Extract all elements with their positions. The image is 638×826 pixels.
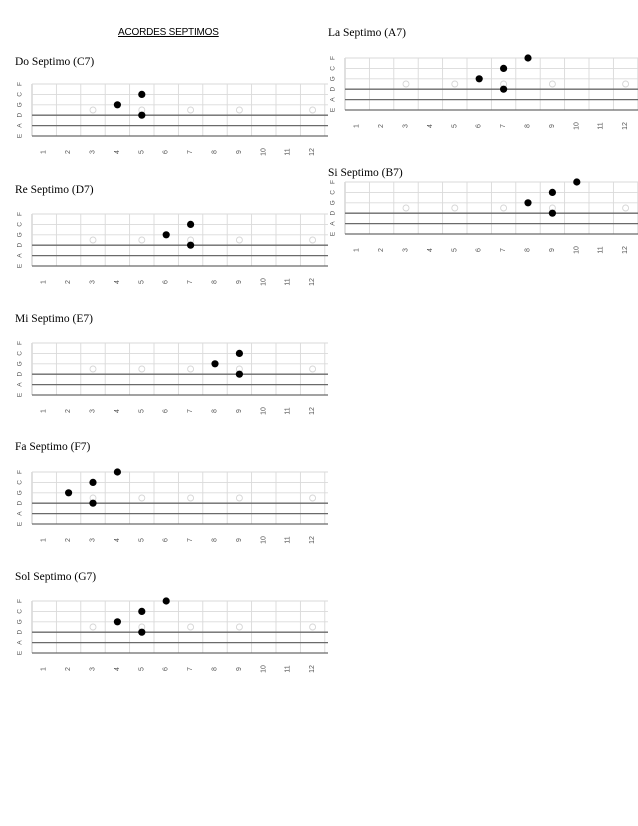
fret-number: 4 <box>113 150 121 154</box>
fret-number: 11 <box>284 665 292 673</box>
fret-number: 8 <box>524 248 532 252</box>
fret-number: 1 <box>40 280 48 284</box>
fret-number: 6 <box>162 280 170 284</box>
string-label: A <box>16 382 24 387</box>
fret-number: 9 <box>235 667 243 671</box>
string-label: G <box>16 361 24 367</box>
finger-dot <box>187 242 194 249</box>
finger-dot <box>476 75 483 82</box>
fret-number: 8 <box>211 409 219 413</box>
fret-number: 10 <box>260 536 268 544</box>
fret-number: 2 <box>65 280 73 284</box>
string-label: E <box>16 521 24 527</box>
fret-number: 1 <box>40 150 48 154</box>
fret-number: 1 <box>353 124 361 128</box>
fret-number: 12 <box>622 246 630 254</box>
fret-number: 7 <box>187 538 195 542</box>
fret-number: 2 <box>378 124 386 128</box>
fret-number: 1 <box>40 538 48 542</box>
chord-title-a7: La Septimo (A7) <box>328 27 406 39</box>
finger-dot <box>89 479 96 486</box>
chord-title-d7: Re Septimo (D7) <box>15 184 94 196</box>
string-label: D <box>329 86 337 92</box>
fret-number: 11 <box>284 148 292 156</box>
fret-number: 12 <box>309 665 317 673</box>
string-label: E <box>16 263 24 269</box>
fret-marker <box>90 237 96 243</box>
fret-number: 5 <box>451 124 459 128</box>
string-label: E <box>329 107 337 113</box>
fret-marker <box>90 624 96 630</box>
string-label: G <box>329 200 337 206</box>
fret-number: 5 <box>138 280 146 284</box>
fretboard-g7 <box>10 597 328 687</box>
fret-number: 12 <box>622 122 630 130</box>
fret-number: 3 <box>89 150 97 154</box>
finger-dot <box>187 221 194 228</box>
fret-number: 6 <box>162 538 170 542</box>
finger-dot <box>573 178 580 185</box>
string-label: A <box>329 221 337 226</box>
fret-number: 9 <box>235 280 243 284</box>
string-label: F <box>16 470 24 474</box>
finger-dot <box>138 91 145 98</box>
chord-title-g7: Sol Septimo (G7) <box>15 571 97 583</box>
fret-number: 3 <box>402 248 410 252</box>
fret-number: 6 <box>162 409 170 413</box>
fretboard-c7 <box>10 80 328 170</box>
string-label: F <box>329 180 337 184</box>
fret-marker <box>139 495 145 501</box>
fret-number: 7 <box>187 150 195 154</box>
string-label: A <box>16 640 24 645</box>
fret-number: 8 <box>211 538 219 542</box>
fret-number: 9 <box>235 409 243 413</box>
fret-number: 2 <box>65 150 73 154</box>
finger-dot <box>549 189 556 196</box>
string-label: E <box>16 133 24 139</box>
fret-number: 7 <box>187 280 195 284</box>
string-label: A <box>329 97 337 102</box>
finger-dot <box>138 112 145 119</box>
string-label: F <box>16 341 24 345</box>
fret-marker <box>90 107 96 113</box>
string-label: E <box>329 231 337 237</box>
finger-dot <box>114 101 121 108</box>
fret-number: 3 <box>402 124 410 128</box>
string-label: C <box>16 222 24 227</box>
fret-number: 9 <box>235 150 243 154</box>
finger-dot <box>138 608 145 615</box>
fret-number: 6 <box>475 248 483 252</box>
fret-number: 10 <box>260 407 268 415</box>
fret-number: 1 <box>40 409 48 413</box>
fret-number: 7 <box>187 409 195 413</box>
finger-dot <box>236 350 243 357</box>
fret-number: 2 <box>65 409 73 413</box>
fret-number: 6 <box>162 150 170 154</box>
fret-number: 4 <box>113 409 121 413</box>
chord-title-b7: Si Septimo (B7) <box>328 167 403 179</box>
fret-marker <box>310 366 316 372</box>
fret-marker <box>139 366 145 372</box>
fret-number: 12 <box>309 148 317 156</box>
string-label: F <box>16 212 24 216</box>
fret-marker <box>310 624 316 630</box>
fret-marker <box>452 205 458 211</box>
fret-marker <box>623 205 629 211</box>
fret-number: 1 <box>40 667 48 671</box>
fret-number: 9 <box>548 124 556 128</box>
fret-marker <box>403 205 409 211</box>
string-label: F <box>16 599 24 603</box>
fret-marker <box>236 237 242 243</box>
fret-number: 12 <box>309 407 317 415</box>
fret-marker <box>501 205 507 211</box>
fret-number: 5 <box>451 248 459 252</box>
finger-dot <box>500 86 507 93</box>
fret-number: 3 <box>89 280 97 284</box>
fret-number: 9 <box>235 538 243 542</box>
fret-number: 5 <box>138 409 146 413</box>
fret-number: 11 <box>597 246 605 254</box>
string-label: C <box>329 66 337 71</box>
fretboard-f7 <box>10 468 328 558</box>
fret-number: 2 <box>65 538 73 542</box>
fret-number: 4 <box>426 124 434 128</box>
fret-marker <box>236 107 242 113</box>
fret-marker <box>90 366 96 372</box>
fret-number: 10 <box>573 122 581 130</box>
string-label: C <box>329 190 337 195</box>
fret-number: 8 <box>211 667 219 671</box>
string-label: F <box>329 56 337 60</box>
fret-marker <box>188 495 194 501</box>
fret-number: 2 <box>65 667 73 671</box>
fret-number: 7 <box>500 124 508 128</box>
string-label: E <box>16 392 24 398</box>
chord-title-e7: Mi Septimo (E7) <box>15 313 93 325</box>
finger-dot <box>65 489 72 496</box>
fret-marker <box>188 624 194 630</box>
string-label: D <box>16 242 24 248</box>
fret-number: 7 <box>187 667 195 671</box>
finger-dot <box>163 597 170 604</box>
string-label: F <box>16 82 24 86</box>
finger-dot <box>524 199 531 206</box>
string-label: A <box>16 253 24 258</box>
string-label: C <box>16 92 24 97</box>
fret-number: 10 <box>260 148 268 156</box>
finger-dot <box>524 54 531 61</box>
string-label: E <box>16 650 24 656</box>
fret-number: 8 <box>211 150 219 154</box>
finger-dot <box>89 500 96 507</box>
finger-dot <box>211 360 218 367</box>
fret-marker <box>403 81 409 87</box>
string-label: G <box>16 102 24 108</box>
string-label: C <box>16 351 24 356</box>
fret-number: 7 <box>500 248 508 252</box>
fret-marker <box>188 366 194 372</box>
fret-marker <box>139 237 145 243</box>
chord-title-f7: Fa Septimo (F7) <box>15 441 91 453</box>
string-label: A <box>16 123 24 128</box>
fret-number: 9 <box>548 248 556 252</box>
finger-dot <box>138 629 145 636</box>
chord-title-c7: Do Septimo (C7) <box>15 56 95 68</box>
fret-number: 11 <box>284 407 292 415</box>
fret-number: 6 <box>475 124 483 128</box>
fret-number: 8 <box>211 280 219 284</box>
finger-dot <box>163 231 170 238</box>
string-label: G <box>16 490 24 496</box>
fret-number: 10 <box>260 278 268 286</box>
fret-marker <box>310 107 316 113</box>
string-label: G <box>16 232 24 238</box>
string-label: D <box>329 210 337 216</box>
string-label: G <box>16 619 24 625</box>
finger-dot <box>549 210 556 217</box>
fretboard-e7 <box>10 339 328 429</box>
finger-dot <box>114 468 121 475</box>
fret-number: 11 <box>597 122 605 130</box>
string-label: D <box>16 500 24 506</box>
string-label: D <box>16 112 24 118</box>
fret-number: 5 <box>138 150 146 154</box>
string-label: D <box>16 371 24 377</box>
finger-dot <box>114 618 121 625</box>
string-label: D <box>16 629 24 635</box>
fret-number: 4 <box>113 538 121 542</box>
fret-marker <box>188 107 194 113</box>
fret-number: 12 <box>309 278 317 286</box>
string-label: A <box>16 511 24 516</box>
fretboard-a7 <box>323 54 638 144</box>
fret-number: 4 <box>113 280 121 284</box>
fret-number: 10 <box>573 246 581 254</box>
fret-marker <box>549 81 555 87</box>
fret-number: 12 <box>309 536 317 544</box>
fret-marker <box>310 237 316 243</box>
fret-marker <box>236 624 242 630</box>
fret-number: 11 <box>284 278 292 286</box>
fretboard-d7 <box>10 210 328 300</box>
fret-number: 3 <box>89 667 97 671</box>
finger-dot <box>500 65 507 72</box>
fret-number: 1 <box>353 248 361 252</box>
fret-marker <box>310 495 316 501</box>
fret-number: 2 <box>378 248 386 252</box>
fret-number: 4 <box>113 667 121 671</box>
fret-marker <box>623 81 629 87</box>
fret-number: 8 <box>524 124 532 128</box>
string-label: G <box>329 76 337 82</box>
fret-number: 10 <box>260 665 268 673</box>
fret-number: 4 <box>426 248 434 252</box>
fret-number: 3 <box>89 409 97 413</box>
fret-number: 5 <box>138 538 146 542</box>
fret-number: 11 <box>284 536 292 544</box>
fret-number: 5 <box>138 667 146 671</box>
finger-dot <box>236 371 243 378</box>
fret-number: 6 <box>162 667 170 671</box>
string-label: C <box>16 480 24 485</box>
fretboard-b7 <box>323 178 638 268</box>
fret-marker <box>236 495 242 501</box>
page-title: ACORDES SEPTIMOS <box>118 27 219 38</box>
string-label: C <box>16 609 24 614</box>
fret-number: 3 <box>89 538 97 542</box>
fret-marker <box>452 81 458 87</box>
